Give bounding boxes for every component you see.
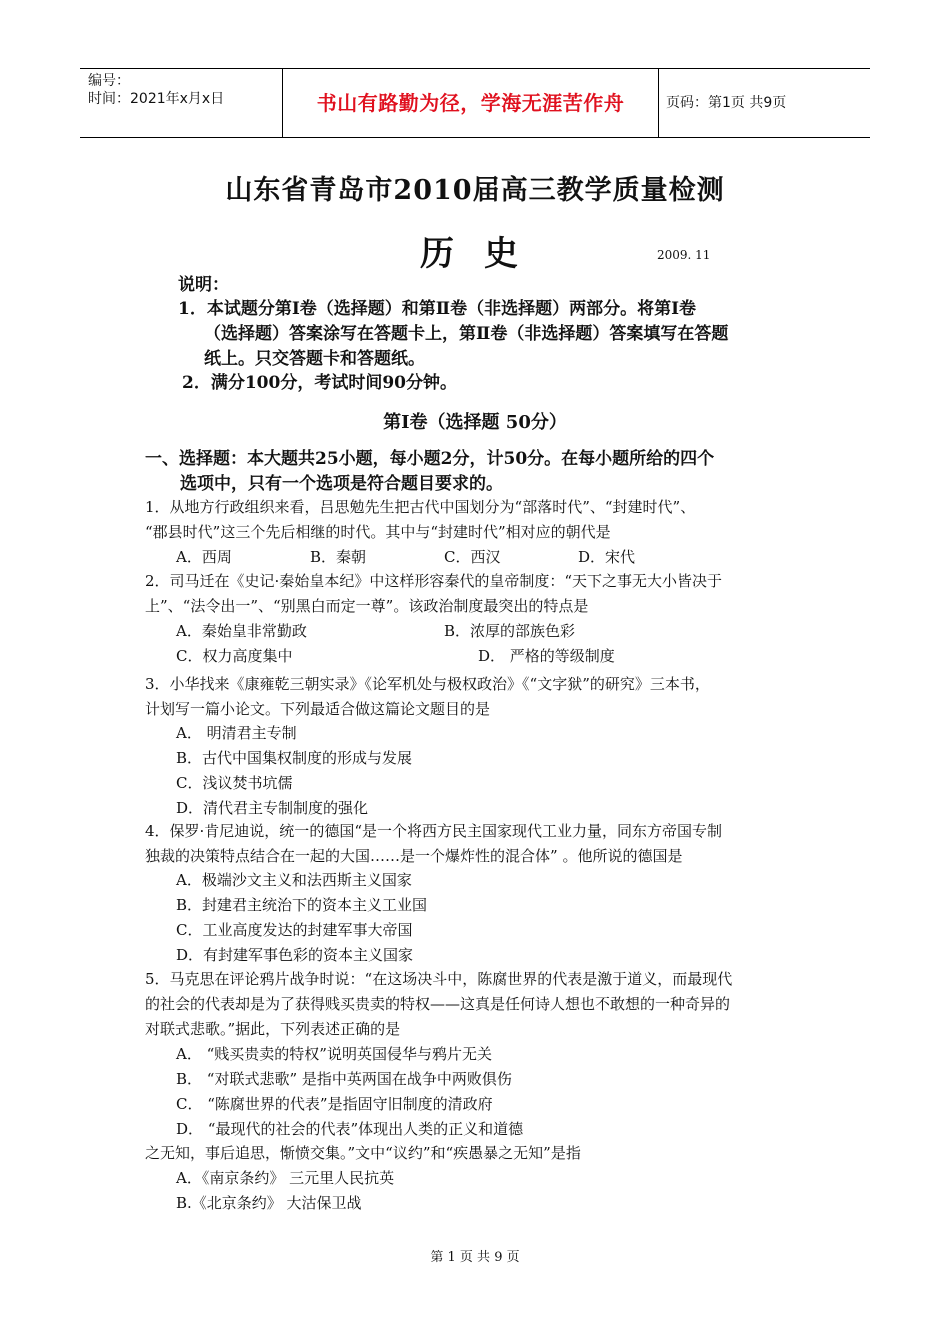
option-c: C．权力高度集中 — [176, 647, 293, 665]
option-d: D．清代君主专制制度的强化 — [176, 799, 369, 817]
question-1-line-1: 1．从地方行政组织来看，吕思勉先生把古代中国划分为“部落时代”、“封建时代”、 — [145, 498, 696, 516]
option-b: B．浓厚的部族色彩 — [444, 622, 576, 640]
section-heading-line-2: 选项中，只有一个选项是符合题目要求的。 — [180, 474, 503, 494]
exam-date: 2009. 11 — [657, 248, 711, 262]
code-label: 编号： — [88, 73, 130, 89]
option-b: B．秦朝 — [310, 548, 367, 566]
instructions-heading: 说明： — [178, 275, 229, 295]
instruction-1-line-1: 1．本试题分第Ⅰ卷（选择题）和第Ⅱ卷（非选择题）两部分。将第Ⅰ卷 — [178, 299, 697, 319]
option-c: C．西汉 — [444, 548, 501, 566]
option-d: D．有封建军事色彩的资本主义国家 — [176, 946, 414, 964]
question-5-line-2: 的社会的代表却是为了获得贱买贵卖的特权——这真是任何诗人想也不敢想的一种奇异的 — [145, 995, 731, 1013]
option-d: D．宋代 — [578, 548, 636, 566]
question-5-line-1: 5．马克思在评论鸦片战争时说：“在这场决斗中，陈腐世界的代表是激于道义，而最现代 — [145, 970, 733, 988]
instruction-2: 2．满分100分，考试时间90分钟。 — [182, 373, 457, 393]
document-title: 山东省青岛市2010届高三教学质量检测 — [225, 175, 725, 206]
header-meta — [88, 72, 284, 108]
section-heading-line-1: 一、选择题：本大题共25小题，每小题2分，计50分。在每小题所给的四个 — [145, 449, 715, 469]
divider — [658, 69, 659, 137]
question-2-line-1: 2．司马迁在《史记·秦始皇本纪》中这样形容秦代的皇帝制度：“天下之事无大小皆决于 — [145, 572, 722, 590]
question-1-line-2: “郡县时代”这三个先后相继的时代。其中与“封建时代”相对应的朝代是 — [145, 523, 611, 541]
option-a: A． “贱买贵卖的特权”说明英国侵华与鸦片无关 — [176, 1045, 492, 1063]
option-a: A．《南京条约》 三元里人民抗英 — [176, 1169, 395, 1187]
page-info: 页码：第1页 共9页 — [666, 95, 787, 111]
question-3-line-2: 计划写一篇小论文。下列最适合做这篇论文题目的是 — [145, 700, 491, 718]
instruction-1-line-3: 纸上。只交答题卡和答题纸。 — [204, 349, 425, 369]
option-c: C．工业高度发达的封建军事大帝国 — [176, 921, 413, 939]
option-a: A． 明清君主专制 — [176, 724, 297, 742]
time-label: 时间：2021年x月x日 — [88, 91, 225, 107]
question-4-line-2: 独裁的决策特点结合在一起的大国……是一个爆炸性的混合体” 。他所说的德国是 — [145, 847, 683, 865]
question-4-line-1: 4．保罗·肯尼迪说，统一的德国“是一个将西方民主国家现代工业力量，同东方帝国专制 — [145, 822, 722, 840]
option-b: B.《北京条约》 大沽保卫战 — [176, 1194, 362, 1212]
header-table — [80, 68, 870, 138]
option-c: C．浅议焚书坑儒 — [176, 774, 293, 792]
question-6-line-1: 之无知，事后追思，惭愤交集。”文中“议约”和“疾愚暴之无知”是指 — [145, 1144, 581, 1162]
question-2-line-2: 上”、“法令出一”、“别黑白而定一尊”。该政治制度最突出的特点是 — [145, 597, 589, 615]
question-5-line-3: 对联式悲歌。”据此，下列表述正确的是 — [145, 1020, 401, 1038]
option-b: B．封建君主统治下的资本主义工业国 — [176, 896, 428, 914]
question-3-line-1: 3．小华找来《康雍乾三朝实录》《论军机处与极权政治》《“文字狱”的研究》三本书， — [145, 675, 710, 693]
option-a: A．极端沙文主义和法西斯主义国家 — [176, 871, 412, 889]
option-a: A．西周 — [176, 548, 232, 566]
instruction-1-line-2: （选择题）答案涂写在答题卡上，第Ⅱ卷（非选择题）答案填写在答题 — [204, 324, 729, 344]
motto-text: 书山有路勤为径，学海无涯苦作舟 — [316, 91, 625, 115]
part-title: 第Ⅰ卷（选择题 50分） — [383, 412, 567, 433]
option-b: B．古代中国集权制度的形成与发展 — [176, 749, 413, 767]
page-footer: 第 1 页 共 9 页 — [430, 1250, 520, 1265]
option-d: D． 严格的等级制度 — [478, 647, 615, 665]
option-d: D． “最现代的社会的代表”体现出人类的正义和道德 — [176, 1120, 524, 1138]
subject-title: 历史 — [420, 234, 548, 274]
option-c: C． “陈腐世界的代表”是指固守旧制度的清政府 — [176, 1095, 493, 1113]
option-b: B． “对联式悲歌” 是指中英两国在战争中两败俱伤 — [176, 1070, 512, 1088]
option-a: A．秦始皇非常勤政 — [176, 622, 307, 640]
